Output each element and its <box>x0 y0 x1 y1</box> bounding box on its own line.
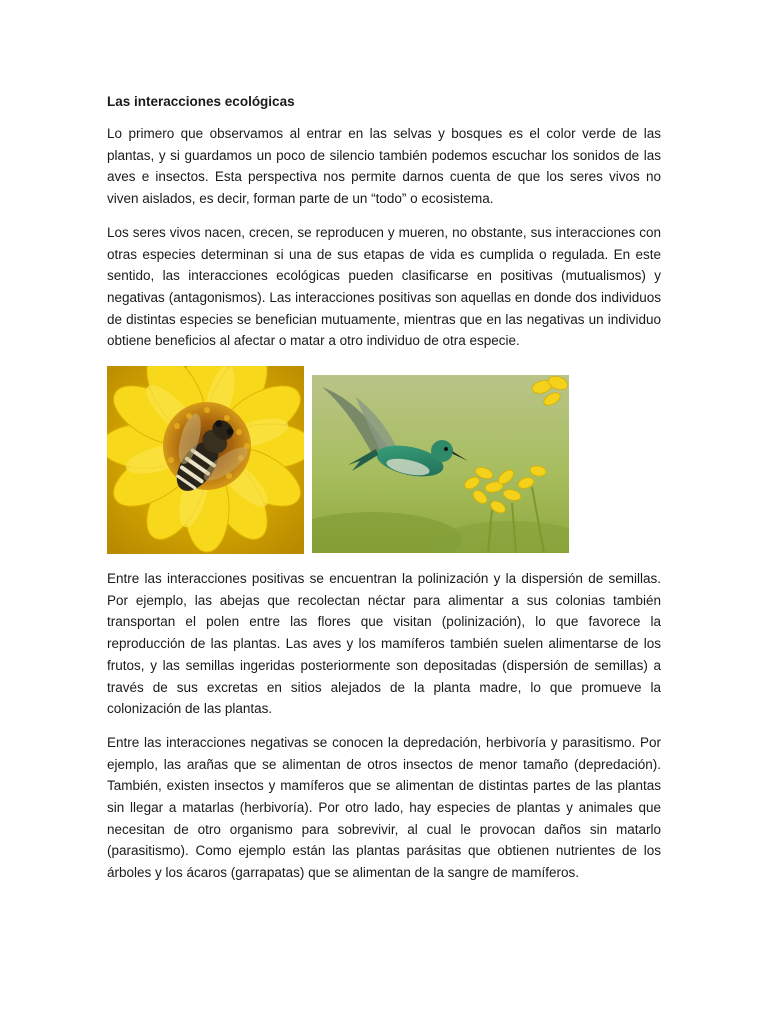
hummingbird-photo <box>312 375 569 553</box>
paragraph-intro: Lo primero que observamos al entrar en las selvas y bosques es el color verde de las plantas, y si guardamos un poco de silencio también podemos escuchar los sonidos de las aves e insectos. Esta perspectiva nos permite darnos cuenta de que los seres vivos no viven aislados, es decir, forman parte de un “todo” o ecosistema. <box>107 126 661 207</box>
paragraph-negative-interactions: Entre las interacciones negativas se conocen la depredación, herbivoría y parasitismo. Por ejemplo, las arañas que se alimentan de otros insectos de menor tamaño (depredación). También, existen insectos y mamíferos que se alimentan de distintas partes de las plantas sin llegar a matarlas (herbivoría). Por otro lado, hay especies de plantas y animales que necesitan de otro organismo para sobrevivir, al cual le provocan daños sin matarlo (parasitismo). Como ejemplo están las plantas parásitas que obtienen nutrientes de los árboles y los ácaros (garrapatas) que se alimentan de la sangre de mamíferos. <box>107 734 661 881</box>
paragraph-definitions: Los seres vivos nacen, crecen, se reproducen y mueren, no obstante, sus interacciones con otras especies determinan si una de sus etapas de vida es cumplida o regulada. En este sentido, las interacciones ecológicas pueden clasificarse en positivas (mutualismos) y negativas (antagonismos). Las interacciones positivas son aquellas en donde dos individuos de distintas especies se benefician mutuamente, mientras que en las negativas un individuo obtiene beneficios al afectar o matar a otro individuo de otra especie. <box>107 224 661 349</box>
figure-row <box>107 366 661 554</box>
document-body <box>107 92 661 896</box>
paragraph-positive-interactions: Entre las interacciones positivas se encuentran la polinización y la dispersión de semillas. Por ejemplo, las abejas que recolectan néctar para alimentar a sus colonias también transportan el polen entre las flores que visitan (polinización), lo que favorece la reproducción de las plantas. Las aves y los mamíferos también suelen alimentarse de los frutos, y las semillas ingeridas posteriormente son depositadas (dispersión de semillas) a través de sus excretas en sitios alejados de la planta madre, lo que promueve la colonización de las plantas. <box>107 571 661 717</box>
document-title: Las interacciones ecológicas <box>107 94 295 109</box>
bee-on-flower-photo <box>107 366 304 554</box>
